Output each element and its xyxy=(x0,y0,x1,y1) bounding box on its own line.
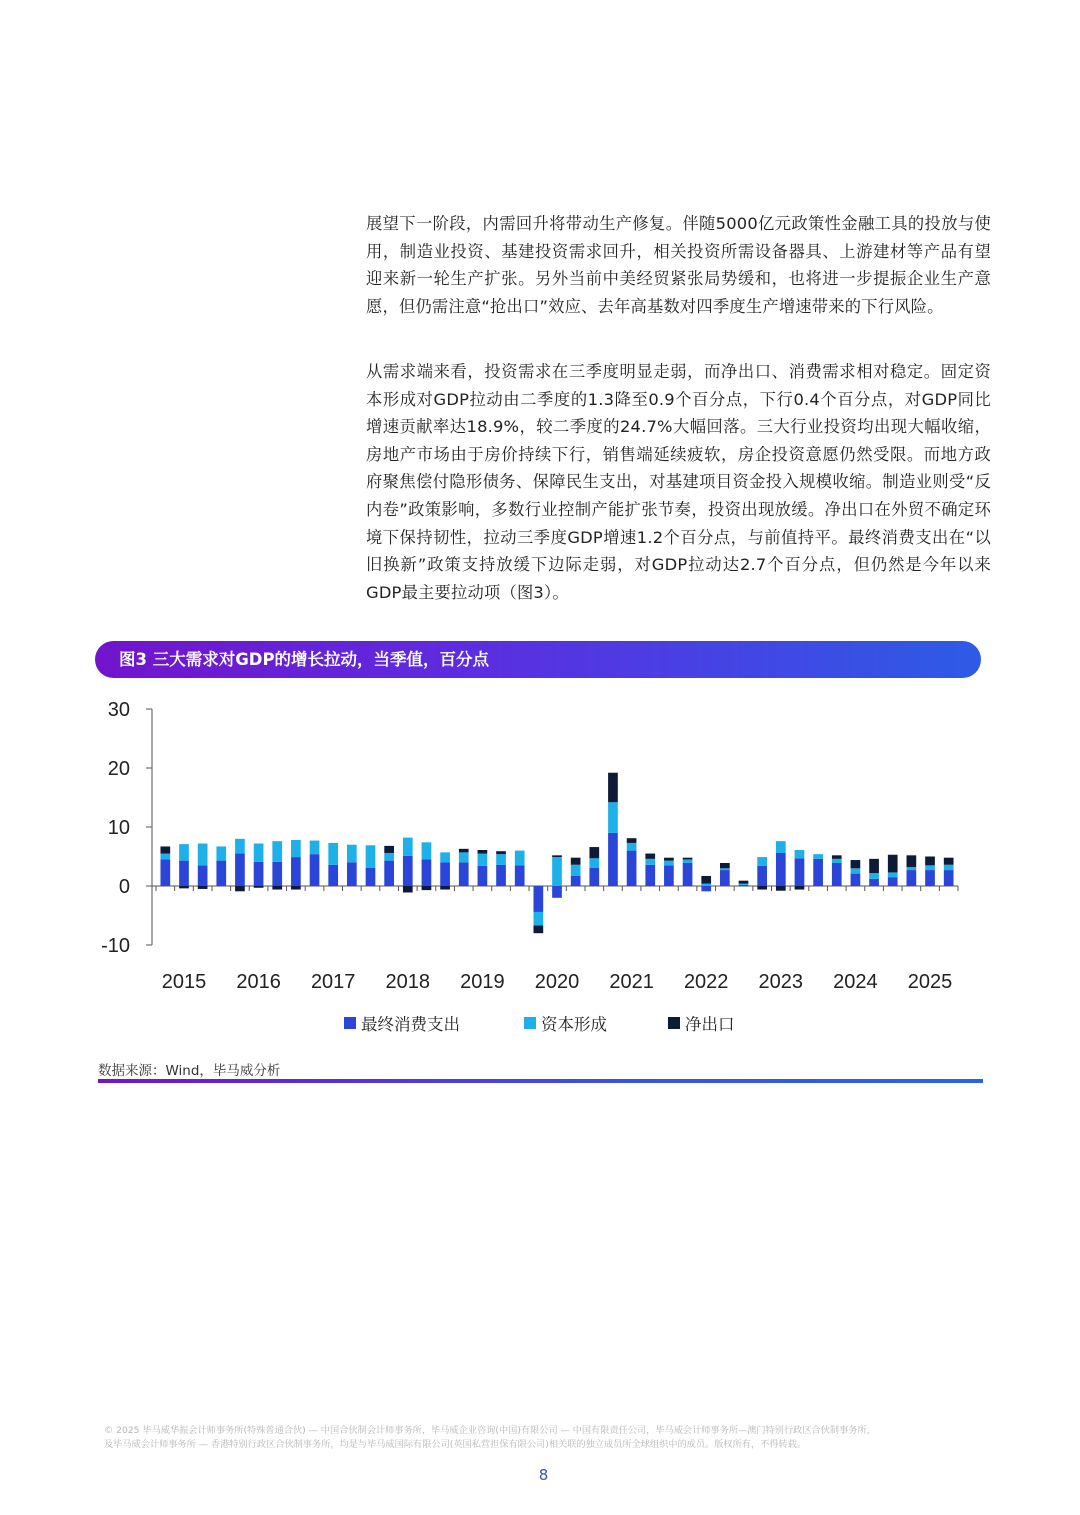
x-year-label: 2020 xyxy=(534,971,580,993)
bar-net-export-2018Q3 xyxy=(422,886,432,890)
chart-bars xyxy=(160,773,953,933)
bar-capital-2020Q4 xyxy=(589,858,599,867)
legal-line-1: © 2025 毕马威华振会计师事务所(特殊普通合伙) — 中国合伙制会计师事务所，毕马威企业咨询(中国)有限公司 — 中国有限责任公司，毕马威会计师事务所—澳门特别行政区合伙制事务所， xyxy=(104,1425,876,1436)
y-tick-label: 20 xyxy=(107,758,130,780)
bar-capital-2021Q4 xyxy=(664,861,674,866)
bar-net-export-2025Q2 xyxy=(925,857,935,866)
bar-consumption-2015Q1 xyxy=(160,859,170,886)
bar-net-export-2020Q3 xyxy=(571,858,581,865)
body-paragraph-2: 从需求端来看，投资需求在三季度明显走弱，而净出口、消费需求相对稳定。固定资本形成对GDP拉动由二季度的1.3降至0.9个百分点，下行0.4个百分点，对GDP同比增速贡献率达18.9%，较二季度的24.7%大幅回落。三大行业投资均出现大幅收缩，房地产市场由于房价持续下行，销售端延续疲软，房企投资意愿仍然受限。而地方政府聚焦偿付隐形债务、保障民生支出，对基建项目资金投入规模收缩。制造业则受“反内卷”政策影响，多数行业控制产能扩张节奏，投资出现放缓。净出口在外贸不确定环境下保持韧性，拉动三季度GDP增速1.2个百分点，与前值持平。最终消费支出在“以旧换新”政策支持放缓下边际走弱，对GDP拉动达2.7个百分点，但仍然是今年以来GDP最主要拉动项（图3）。 xyxy=(366,362,991,602)
bar-capital-2023Q2 xyxy=(776,841,786,853)
bar-capital-2019Q2 xyxy=(478,854,488,866)
x-year-label: 2023 xyxy=(758,971,804,993)
legend-swatch-consumption xyxy=(344,1017,356,1029)
bar-net-export-2020Q4 xyxy=(589,847,599,858)
bar-consumption-2020Q2 xyxy=(552,886,562,898)
bar-net-export-2022Q4 xyxy=(739,881,749,884)
bar-capital-2023Q1 xyxy=(757,857,767,866)
bar-net-export-2020Q2 xyxy=(552,855,562,857)
bar-net-export-2023Q3 xyxy=(795,886,805,890)
bar-capital-2016Q4 xyxy=(291,840,301,857)
bar-net-export-2019Q1 xyxy=(459,849,469,853)
bar-capital-2023Q3 xyxy=(795,850,805,858)
bar-consumption-2017Q3 xyxy=(347,862,357,886)
bar-capital-2017Q4 xyxy=(366,845,376,867)
bar-net-export-2024Q2 xyxy=(851,860,861,868)
bar-consumption-2022Q1 xyxy=(683,863,693,886)
bar-net-export-2022Q1 xyxy=(683,858,693,860)
bar-consumption-2025Q3 xyxy=(944,870,954,886)
bar-capital-2019Q1 xyxy=(459,852,469,862)
bar-net-export-2015Q1 xyxy=(160,846,170,853)
bar-consumption-2021Q3 xyxy=(645,865,655,886)
bar-net-export-2016Q2 xyxy=(254,886,264,888)
bar-capital-2015Q1 xyxy=(160,854,170,860)
figure-title-banner: 图3 三大需求对GDP的增长拉动，当季值，百分点 xyxy=(95,641,981,678)
bar-capital-2025Q1 xyxy=(907,867,917,870)
bar-consumption-2022Q3 xyxy=(720,870,730,886)
bar-net-export-2024Q3 xyxy=(869,859,879,873)
bar-net-export-2024Q1 xyxy=(832,855,842,859)
y-tick-label: 0 xyxy=(118,876,130,898)
bar-consumption-2016Q1 xyxy=(235,854,245,886)
bar-capital-2021Q2 xyxy=(627,843,637,851)
bar-net-export-2022Q2 xyxy=(701,876,711,884)
x-year-label: 2017 xyxy=(310,971,356,993)
bar-net-export-2018Q2 xyxy=(403,886,413,892)
bar-net-export-2018Q1 xyxy=(384,846,394,853)
x-year-label: 2021 xyxy=(609,971,654,993)
bar-capital-2025Q2 xyxy=(925,865,935,870)
bar-consumption-2015Q2 xyxy=(179,861,189,886)
bar-capital-2018Q3 xyxy=(422,842,432,859)
bar-capital-2017Q3 xyxy=(347,845,357,863)
bar-net-export-2016Q3 xyxy=(272,886,282,890)
bar-capital-2024Q2 xyxy=(851,868,861,873)
bar-capital-2024Q4 xyxy=(888,872,898,877)
bar-capital-2024Q1 xyxy=(832,859,842,863)
bar-consumption-2016Q2 xyxy=(254,862,264,886)
bar-capital-2015Q4 xyxy=(216,846,226,860)
bar-net-export-2023Q2 xyxy=(776,886,786,891)
x-year-label: 2015 xyxy=(161,971,207,993)
bar-net-export-2023Q1 xyxy=(757,886,767,890)
bar-net-export-2024Q4 xyxy=(888,855,898,873)
bar-consumption-2022Q4 xyxy=(739,885,749,886)
bar-capital-2021Q1 xyxy=(608,802,618,833)
bar-capital-2018Q4 xyxy=(440,852,450,862)
bar-net-export-2021Q3 xyxy=(645,854,655,859)
bar-consumption-2025Q1 xyxy=(907,870,917,886)
bar-net-export-2025Q1 xyxy=(907,855,917,867)
bar-capital-2022Q3 xyxy=(720,868,730,870)
page-number: 8 xyxy=(538,1466,549,1484)
bar-consumption-2016Q4 xyxy=(291,857,301,886)
legal-footer xyxy=(104,1424,984,1452)
bar-net-export-2021Q2 xyxy=(627,838,637,843)
bar-net-export-2015Q2 xyxy=(179,886,189,888)
bar-consumption-2023Q4 xyxy=(813,859,823,886)
bar-capital-2016Q2 xyxy=(254,844,264,862)
legend-swatch-net-export xyxy=(668,1017,680,1029)
bar-capital-2022Q4 xyxy=(739,884,749,885)
bar-capital-2020Q1 xyxy=(534,912,544,926)
bar-capital-2015Q2 xyxy=(179,844,189,861)
bar-consumption-2017Q4 xyxy=(366,868,376,886)
x-year-label: 2024 xyxy=(833,971,878,993)
bar-net-export-2021Q4 xyxy=(664,858,674,861)
bar-consumption-2021Q4 xyxy=(664,865,674,886)
chart-tick-labels xyxy=(101,699,952,993)
chart-legend xyxy=(344,1015,735,1034)
bar-consumption-2023Q3 xyxy=(795,858,805,886)
x-year-label: 2018 xyxy=(385,971,431,993)
bar-net-export-2019Q2 xyxy=(478,850,488,854)
bar-capital-2018Q1 xyxy=(384,853,394,861)
bar-net-export-2022Q3 xyxy=(720,863,730,868)
bar-consumption-2024Q1 xyxy=(832,863,842,886)
bar-capital-2021Q3 xyxy=(645,859,655,865)
bar-net-export-2020Q1 xyxy=(534,926,544,934)
bar-consumption-2018Q3 xyxy=(422,859,432,886)
bar-capital-2025Q3 xyxy=(944,865,954,870)
bar-net-export-2018Q4 xyxy=(440,886,450,890)
legend-swatch-capital xyxy=(524,1017,536,1029)
bar-consumption-2024Q3 xyxy=(869,879,879,886)
bar-capital-2020Q3 xyxy=(571,865,581,876)
y-tick-label: -10 xyxy=(101,935,130,957)
bar-capital-2015Q3 xyxy=(198,844,208,866)
bar-capital-2017Q1 xyxy=(310,841,320,855)
bar-consumption-2020Q4 xyxy=(589,868,599,886)
bar-capital-2019Q4 xyxy=(515,851,525,866)
bar-consumption-2018Q4 xyxy=(440,862,450,886)
bar-consumption-2020Q3 xyxy=(571,876,581,886)
bar-capital-2024Q3 xyxy=(869,873,879,879)
x-year-label: 2016 xyxy=(236,971,281,993)
bar-consumption-2025Q2 xyxy=(925,870,935,886)
bar-consumption-2021Q2 xyxy=(627,851,637,886)
legend-label-capital: 资本形成 xyxy=(541,1015,607,1034)
y-tick-label: 10 xyxy=(107,817,130,839)
data-source-note: 数据来源：Wind，毕马威分析 xyxy=(98,1063,281,1079)
bar-consumption-2015Q4 xyxy=(216,861,226,886)
bar-capital-2018Q2 xyxy=(403,838,413,856)
bar-capital-2017Q2 xyxy=(328,843,338,865)
bar-consumption-2024Q2 xyxy=(851,874,861,886)
bar-consumption-2015Q3 xyxy=(198,865,208,886)
bar-consumption-2018Q1 xyxy=(384,861,394,886)
x-year-label: 2025 xyxy=(907,971,953,993)
bar-net-export-2019Q3 xyxy=(496,851,506,854)
bar-net-export-2021Q1 xyxy=(608,773,618,803)
bar-consumption-2024Q4 xyxy=(888,877,898,886)
bar-consumption-2019Q4 xyxy=(515,865,525,886)
x-year-label: 2022 xyxy=(683,971,729,993)
bar-consumption-2022Q2 xyxy=(701,886,711,891)
bar-net-export-2025Q3 xyxy=(944,858,954,865)
legend-label-consumption: 最终消费支出 xyxy=(361,1015,460,1034)
legal-line-2: 及毕马威会计师事务所 — 香港特别行政区合伙制事务所，均是与毕马威国际有限公司(英国私营担保有限公司)相关联的独立成员所全球组织中的成员。版权所有，不得转载。 xyxy=(104,1439,807,1450)
bar-consumption-2017Q1 xyxy=(310,854,320,886)
bar-capital-2022Q2 xyxy=(701,884,711,886)
chart-axes xyxy=(146,709,958,945)
bar-net-export-2015Q3 xyxy=(198,886,208,889)
bar-consumption-2020Q1 xyxy=(534,886,544,912)
bar-consumption-2021Q1 xyxy=(608,833,618,886)
bar-consumption-2019Q2 xyxy=(478,866,488,886)
bar-net-export-2016Q4 xyxy=(291,886,301,890)
bar-net-export-2016Q1 xyxy=(235,886,245,891)
bar-capital-2016Q1 xyxy=(235,839,245,854)
bar-capital-2022Q1 xyxy=(683,859,693,863)
figure-bottom-rule xyxy=(98,1079,983,1083)
body-paragraph-1: 展望下一阶段，内需回升将带动生产修复。伴随5000亿元政策性金融工具的投放与使用，制造业投资、基建投资需求回升，相关投资所需设备器具、上游建材等产品有望迎来新一轮生产扩张。另外当前中美经贸紧张局势缓和，也将进一步提振企业生产意愿，但仍需注意“抢出口”效应、去年高基数对四季度生产增速带来的下行风险。 xyxy=(366,214,991,316)
bar-consumption-2023Q1 xyxy=(757,866,767,886)
y-tick-label: 30 xyxy=(107,699,130,721)
bar-capital-2016Q3 xyxy=(272,841,282,862)
bar-consumption-2019Q3 xyxy=(496,865,506,886)
bar-consumption-2016Q3 xyxy=(272,862,282,886)
bar-consumption-2018Q2 xyxy=(403,856,413,886)
bar-consumption-2017Q2 xyxy=(328,865,338,886)
bar-capital-2020Q2 xyxy=(552,857,562,886)
legend-label-net-export: 净出口 xyxy=(685,1015,735,1034)
bar-capital-2019Q3 xyxy=(496,854,506,865)
stacked-bar-chart xyxy=(90,690,990,1045)
bar-capital-2023Q4 xyxy=(813,854,823,859)
bar-consumption-2023Q2 xyxy=(776,853,786,886)
bar-consumption-2019Q1 xyxy=(459,862,469,886)
x-year-label: 2019 xyxy=(460,971,505,993)
